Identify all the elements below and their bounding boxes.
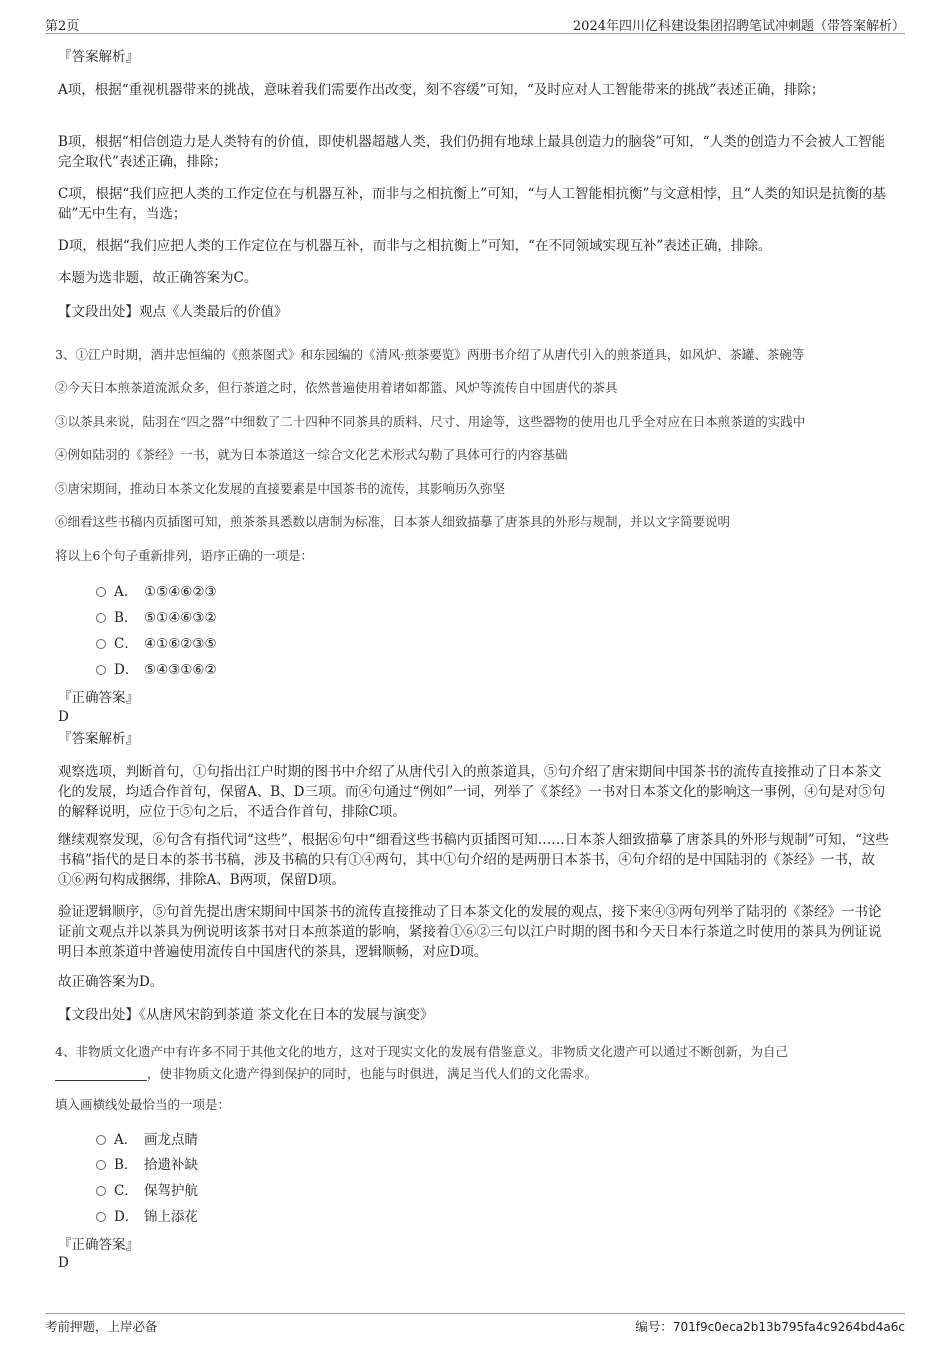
q2-analysis-c: C项，根据“我们应把人类的工作定位在与机器互补，而非与之相抗衡上”可知，“与人工智能相抗衡”与文意相悖，且“人类的知识是抗衡的基础”无中生有，当选；	[58, 186, 886, 222]
q3-option-c[interactable]	[96, 634, 217, 654]
q4-option-d[interactable]	[96, 1207, 198, 1227]
q3-sentence-5: ⑤唐宋期间，推动日本茶文化发展的直接要素是中国茶书的流传，其影响历久弥坚	[55, 481, 506, 496]
option-text: ④①⑥②③⑤	[144, 636, 217, 652]
q3-sentence-4: ④例如陆羽的《茶经》一书，就为日本茶道这一综合文化艺术形式勾勒了具体可行的内容基础	[55, 447, 568, 462]
q3-analysis-label: 『答案解析』	[58, 731, 139, 747]
option-text: ⑤④③①⑥②	[144, 662, 217, 678]
q2-analysis-d: D项，根据“我们应把人类的工作定位在与机器互补，而非与之相抗衡上”可知，“在不同领域实现互补”表述正确，排除。	[58, 238, 772, 254]
option-text: 锦上添花	[144, 1209, 198, 1225]
option-label: B．	[114, 1157, 138, 1173]
radio-button[interactable]	[96, 1160, 106, 1170]
option-text: ⑤①④⑥③②	[144, 610, 217, 626]
radio-button[interactable]	[96, 1135, 106, 1145]
q3-option-d[interactable]	[96, 660, 217, 680]
q2-conclusion: 本题为选非题，故正确答案为C。	[58, 270, 258, 286]
q4-answer: D	[58, 1255, 69, 1271]
option-text: 保驾护航	[144, 1183, 198, 1199]
option-text: ①⑤④⑥②③	[144, 584, 217, 600]
radio-button[interactable]	[96, 613, 106, 623]
page-header	[45, 13, 905, 34]
q4-answer-label: 『正确答案』	[58, 1237, 139, 1253]
radio-button[interactable]	[96, 587, 106, 597]
q3-analysis-p1: 观察选项，判断首句，①句指出江户时期的图书中介绍了从唐代引入的煎茶道具，⑤句介绍了唐宋期间中国茶书的流传直接推动了日本茶文化的发展，均适合作首句，保留A、B、D三项。而④句通过“例如”一词，列举了《茶经》一书对日本茶文化的影响这一事例，④句是对⑤句的解释说明，应位于⑤句之后，不适合作首句，排除C项。	[58, 764, 886, 820]
q3-answer-label: 『正确答案』	[58, 690, 139, 706]
document-code	[635, 1317, 905, 1335]
q4-option-c[interactable]	[96, 1181, 198, 1201]
option-label: D．	[114, 662, 139, 678]
document-title: 2024年四川亿科建设集团招聘笔试冲刺题（带答案解析）	[572, 19, 905, 34]
q2-source: 【文段出处】观点《人类最后的价值》	[58, 304, 288, 320]
q3-answer: D	[58, 709, 69, 725]
q2-analysis-b: B项，根据“相信创造力是人类特有的价值，即使机器超越人类，我们仍拥有地球上最具创造力的脑袋”可知，“人类的创造力不会被人工智能完全取代”表述正确，排除；	[58, 134, 886, 170]
q3-sentence-2: ②今天日本煎茶道流派众多，但行茶道之时，依然普遍使用着诸如都篮、风炉等流传自中国唐代的茶具	[55, 380, 618, 395]
code-label: 编号：	[635, 1319, 673, 1334]
radio-button[interactable]	[96, 665, 106, 675]
q3-sentence-6: ⑥细看这些书稿内页插图可知，煎茶茶具悉数以唐制为标准，日本茶人细致描摹了唐茶具的外形与规制，并以文字简要说明	[55, 514, 731, 529]
q4-option-b[interactable]	[96, 1155, 198, 1175]
option-label: A．	[114, 1132, 138, 1148]
q3-sentence-1: 3、①江户时期，酒井忠恒编的《煎茶图式》和东园编的《清风·煎茶要览》两册书介绍了从唐代引入的煎茶道具，如风炉、茶罐、茶碗等	[55, 347, 805, 362]
radio-button[interactable]	[96, 1186, 106, 1196]
radio-button[interactable]	[96, 639, 106, 649]
q3-conclusion: 故正确答案为D。	[58, 974, 164, 990]
q2-analysis-a: A项，根据“重视机器带来的挑战，意味着我们需要作出改变，刻不容缓”可知，“及时应对人工智能带来的挑战”表述正确，排除；	[58, 82, 825, 98]
q3-analysis-p3: 验证逻辑顺序，⑤句首先提出唐宋期间中国茶书的流传直接推动了日本茶文化的发展的观点，接下来④③两句列举了陆羽的《茶经》一书论证前文观点并以茶具为例说明该茶书对日本煎茶道的影响，紧接着①⑥②三句以江户时期的图书和今天日本行茶道之时使用的茶具为例证说明日本煎茶道中普遍使用流传自中国唐代的茶具，逻辑顺畅，对应D项。	[58, 904, 882, 960]
q3-sentence-3: ③以茶具来说，陆羽在“四之器”中细数了二十四种不同茶具的质料、尺寸、用途等，这些器物的使用也几乎全对应在日本煎茶道的实践中	[55, 414, 806, 429]
option-label: B．	[114, 610, 138, 626]
option-label: C．	[114, 636, 138, 652]
option-label: A．	[114, 584, 138, 600]
fill-blank	[55, 1066, 147, 1081]
q4-option-a[interactable]	[96, 1130, 198, 1150]
page-number: 第2页	[45, 19, 80, 34]
q3-option-b[interactable]	[96, 608, 217, 628]
option-text: 拾遗补缺	[144, 1157, 198, 1173]
option-label: D．	[114, 1209, 139, 1225]
footer-slogan: 考前押题，上岸必备	[45, 1319, 158, 1334]
q4-stem	[55, 1041, 895, 1085]
code-value: 701f9c0eca2b13b795fa4c9264bd4a6c	[672, 1320, 905, 1334]
option-label: C．	[114, 1183, 138, 1199]
q4-stem-part-1: 4、非物质文化遗产中有许多不同于其他文化的地方，这对于现实文化的发展有借鉴意义。非物质文化遗产可以通过不断创新，为自己	[55, 1044, 788, 1059]
radio-button[interactable]	[96, 1212, 106, 1222]
option-text: 画龙点睛	[144, 1132, 198, 1148]
q3-option-a[interactable]	[96, 582, 217, 602]
q3-prompt: 将以上6个句子重新排列，语序正确的一项是：	[55, 548, 313, 563]
q3-analysis-p2: 继续观察发现，⑥句含有指代词“这些”，根据⑥句中“细看这些书稿内页插图可知……日本茶人细致描摹了唐茶具的外形与规制”可知，“这些书稿”指代的是日本的茶书书稿，涉及书稿的只有①④两句，其中①句介绍的是两册日本茶书，④句介绍的是中国陆羽的《茶经》一书，故①⑥两句构成捆绑，排除A、B两项，保留D项。	[58, 832, 890, 888]
page-footer	[45, 1313, 905, 1334]
q4-prompt: 填入画横线处最恰当的一项是：	[55, 1097, 231, 1112]
q4-stem-part-2: ，使非物质文化遗产得到保护的同时，也能与时俱进，满足当代人们的文化需求。	[147, 1066, 598, 1081]
q2-analysis-label: 『答案解析』	[58, 49, 139, 65]
q3-source: 【文段出处】《从唐风宋韵到茶道 茶文化在日本的发展与演变》	[58, 1007, 434, 1023]
